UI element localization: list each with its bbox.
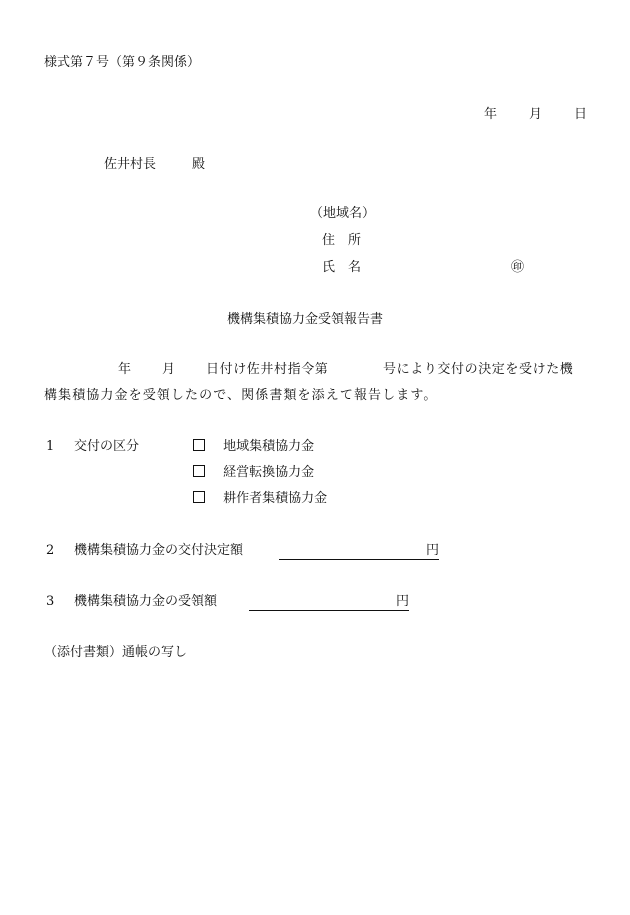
item3-label: 機構集積協力金の受領額 — [74, 594, 218, 609]
checkbox-regional[interactable] — [193, 439, 205, 451]
item2-unit: 円 — [425, 543, 439, 558]
date-month: 月 — [529, 107, 543, 122]
addressee-name: 佐井村長 — [104, 157, 157, 172]
item1-label: 交付の区分 — [74, 439, 140, 454]
addressee-honorific: 殿 — [192, 157, 206, 172]
item3-number: 3 — [46, 594, 55, 609]
option-regional-row — [193, 439, 314, 455]
seal-mark: ㊞ — [511, 260, 525, 275]
applicant-address-label: 住 所 — [322, 233, 362, 248]
date-year: 年 — [484, 107, 498, 122]
checkbox-conversion[interactable] — [193, 465, 205, 477]
applicant-area-label: （地域名） — [310, 206, 376, 221]
item3-unit: 円 — [395, 594, 409, 609]
option-conversion-label: 経営転換協力金 — [223, 465, 315, 480]
body-month: 月 — [162, 362, 176, 377]
body-number-suffix: 号により交付の決定を受けた機 — [383, 362, 574, 377]
item3-amount-field[interactable] — [249, 594, 409, 611]
item2-number: 2 — [46, 543, 55, 558]
attachment-note: （添付書類）通帳の写し — [44, 645, 188, 660]
item2-label: 機構集積協力金の交付決定額 — [74, 543, 244, 558]
applicant-name-label: 氏 名 — [322, 260, 362, 275]
option-cultivator-label: 耕作者集積協力金 — [223, 491, 328, 506]
body-line2: 構集積協力金を受領したので、関係書類を添えて報告します。 — [44, 388, 438, 403]
checkbox-cultivator[interactable] — [193, 491, 205, 503]
form-number: 様式第７号（第９条関係） — [44, 55, 201, 70]
item1-number: 1 — [46, 439, 55, 454]
item2-amount-field[interactable] — [279, 543, 439, 560]
body-line1-rest: 日付け佐井村指令第 — [206, 362, 329, 377]
body-year: 年 — [118, 362, 132, 377]
option-conversion-row — [193, 465, 314, 481]
option-cultivator-row — [193, 491, 327, 507]
date-day: 日 — [574, 107, 588, 122]
document-title: 機構集積協力金受領報告書 — [227, 312, 384, 327]
option-regional-label: 地域集積協力金 — [223, 439, 315, 454]
